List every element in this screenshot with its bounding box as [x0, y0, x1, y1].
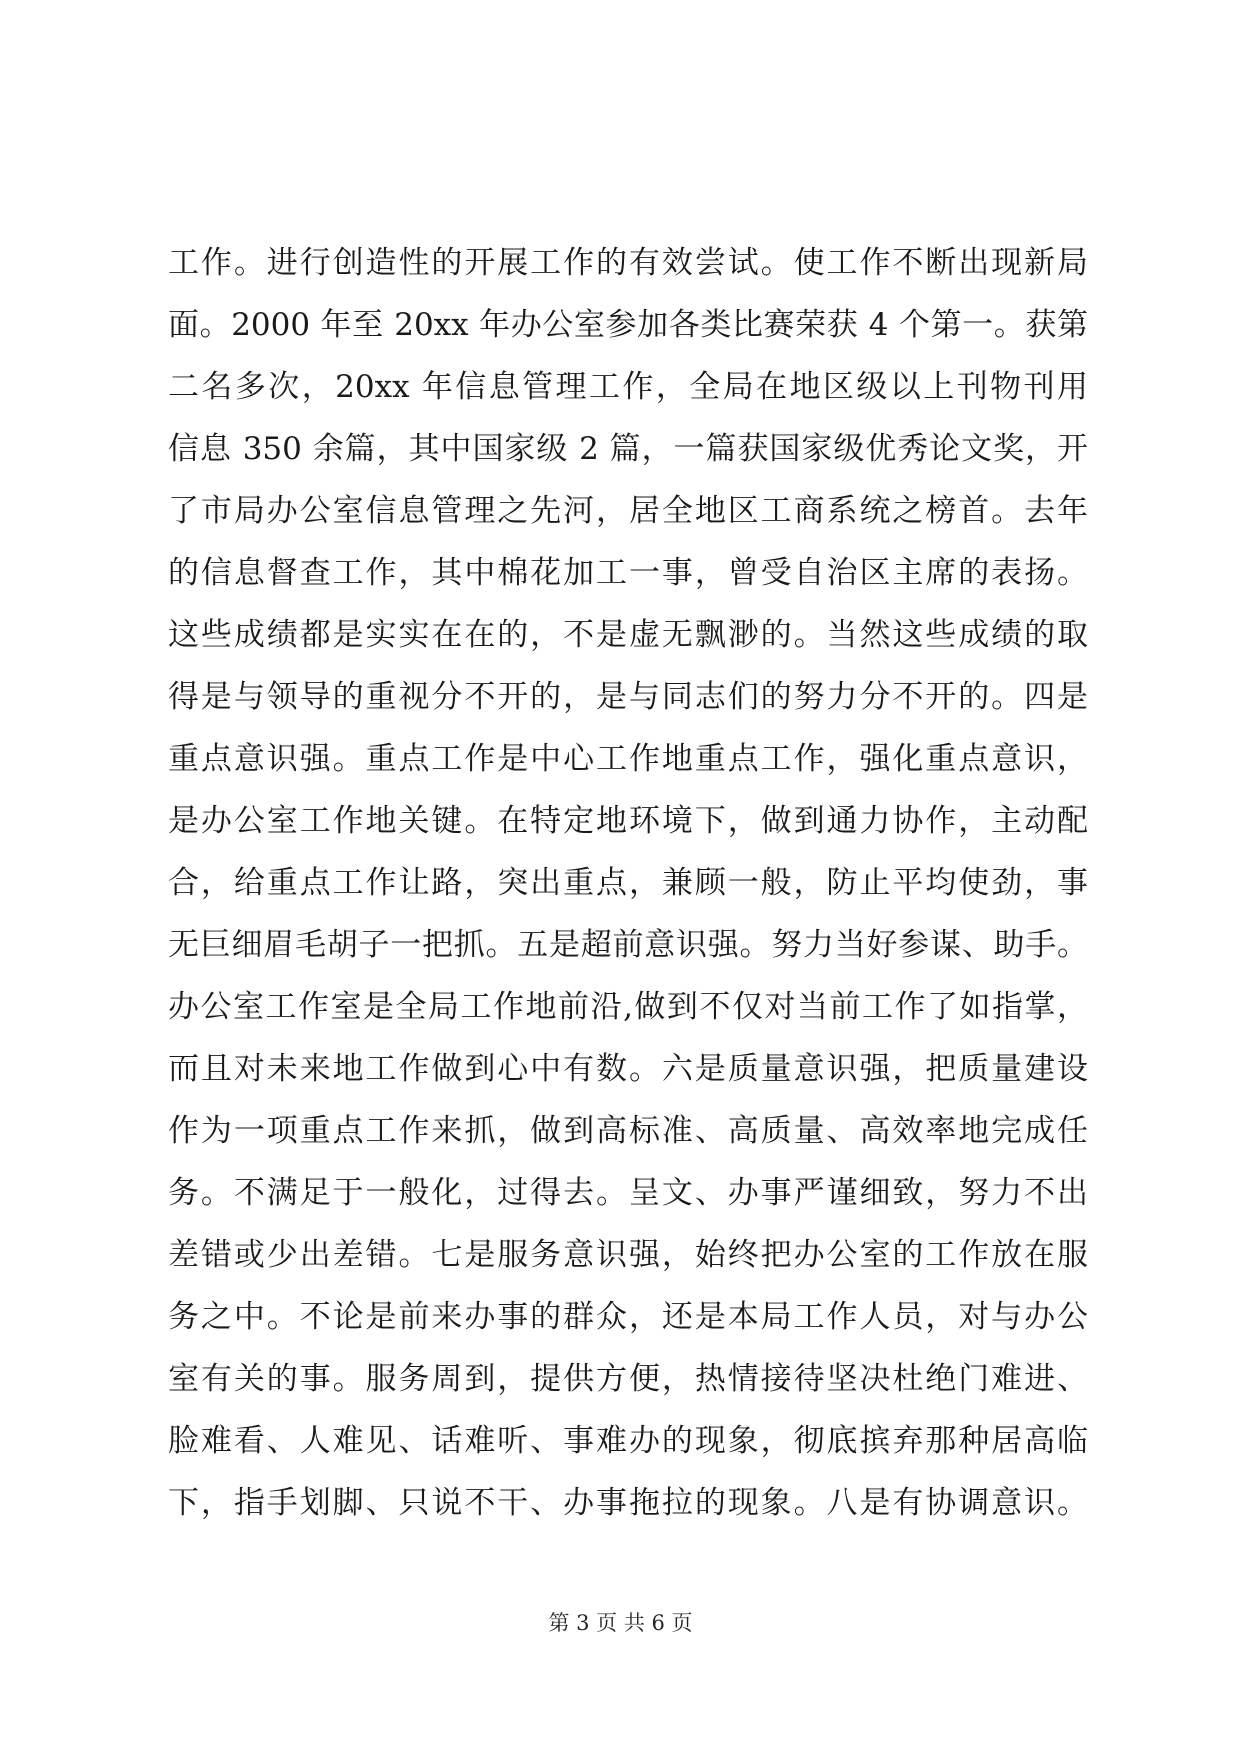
text-line: 作为一项重点工作来抓，做到高标准、高质量、高效率地完成任	[168, 1113, 1088, 1149]
text-line: 无巨细眉毛胡子一把抓。五是超前意识强。努力当好参谋、助手。	[168, 927, 1088, 963]
text-line: 了市局办公室信息管理之先河，居全地区工商系统之榜首。去年	[168, 493, 1088, 529]
body-text	[168, 232, 1088, 1534]
page-number-footer: 第 3 页 共 6 页	[548, 1611, 693, 1635]
text-line: 信息 350 余篇，其中国家级 2 篇，一篇获国家级优秀论文奖，开	[168, 431, 1088, 467]
text-line: 办公室工作室是全局工作地前沿,做到不仅对当前工作了如指掌，	[168, 989, 1088, 1025]
text-line: 这些成绩都是实实在在的，不是虚无飘渺的。当然这些成绩的取	[168, 617, 1088, 653]
text-line: 而且对未来地工作做到心中有数。六是质量意识强，把质量建设	[168, 1051, 1088, 1087]
text-line: 下，指手划脚、只说不干、办事拖拉的现象。八是有协调意识。	[168, 1485, 1088, 1521]
text-line: 重点意识强。重点工作是中心工作地重点工作，强化重点意识，	[168, 741, 1088, 777]
text-line: 的信息督查工作，其中棉花加工一事，曾受自治区主席的表扬。	[168, 555, 1088, 591]
text-line: 室有关的事。服务周到，提供方便，热情接待坚决杜绝门难进、	[168, 1361, 1088, 1397]
text-line: 脸难看、人难见、话难听、事难办的现象，彻底摈弃那种居高临	[168, 1423, 1088, 1459]
text-line: 面。2000 年至 20xx 年办公室参加各类比赛荣获 4 个第一。获第	[168, 307, 1088, 343]
text-line: 工作。进行创造性的开展工作的有效尝试。使工作不断出现新局	[168, 245, 1088, 281]
text-line: 差错或少出差错。七是服务意识强，始终把办公室的工作放在服	[168, 1237, 1088, 1273]
text-line: 务之中。不论是前来办事的群众，还是本局工作人员，对与办公	[168, 1299, 1088, 1335]
text-line: 二名多次，20xx 年信息管理工作，全局在地区级以上刊物刊用	[168, 369, 1088, 405]
text-line: 是办公室工作地关键。在特定地环境下，做到通力协作，主动配	[168, 803, 1088, 839]
text-line: 合，给重点工作让路，突出重点，兼顾一般，防止平均使劲，事	[168, 865, 1088, 901]
text-line: 务。不满足于一般化，过得去。呈文、办事严谨细致，努力不出	[168, 1175, 1088, 1211]
text-line: 得是与领导的重视分不开的，是与同志们的努力分不开的。四是	[168, 679, 1088, 715]
